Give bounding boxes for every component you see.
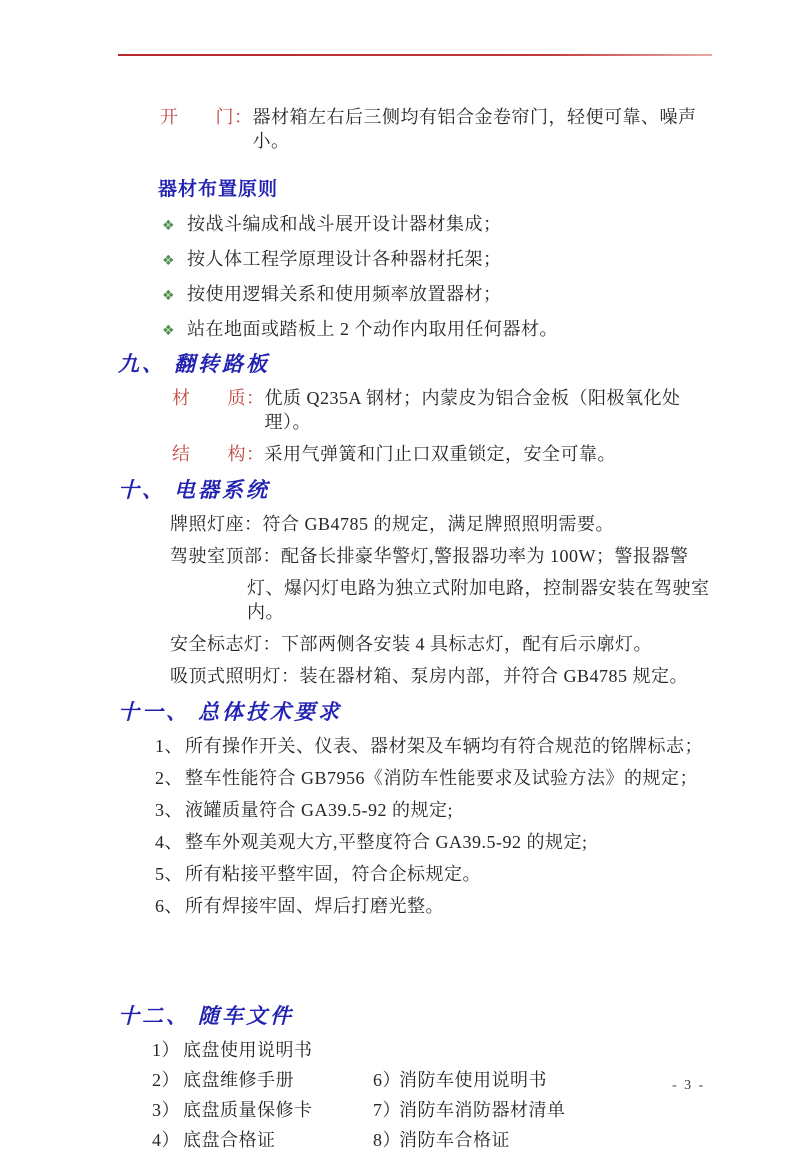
- list-item-number: 4、: [155, 832, 183, 852]
- list-item: [118, 798, 714, 822]
- list-item: [118, 766, 714, 790]
- list-item-number: 1）: [152, 1040, 180, 1060]
- list-item-text: 底盘质量保修卡: [183, 1100, 313, 1120]
- section-title: 随车文件: [198, 1004, 294, 1028]
- document-row: [118, 1128, 714, 1152]
- list-item-number: 3、: [155, 800, 183, 820]
- document-row: [118, 1068, 714, 1092]
- list-item-number: 7）: [373, 1100, 401, 1120]
- open-door-text: 器材箱左右后三侧均有铝合金卷帘门，轻便可靠、噪声小。: [252, 107, 697, 151]
- list-item-text: 按战斗编成和战斗展开设计器材集成；: [187, 214, 502, 234]
- structure-row: [172, 442, 714, 466]
- list-item-text: 站在地面或踏板上 2 个动作内取用任何器材。: [187, 319, 558, 339]
- list-item-text: 消防车使用说明书: [399, 1070, 547, 1090]
- document-cell: [373, 1068, 547, 1092]
- document-row: [118, 1038, 714, 1062]
- structure-label: 结 构：: [172, 444, 265, 464]
- electrical-row: 牌照灯座：符合 GB4785 的规定，满足牌照照明需要。: [170, 514, 615, 534]
- section-heading-12: [118, 1002, 714, 1030]
- page-number: - 3 -: [672, 1078, 706, 1093]
- list-item-number: 2）: [152, 1070, 180, 1090]
- list-item-text: 液罐质量符合 GA39.5-92 的规定;: [185, 800, 453, 820]
- equipment-layout-title: 器材布置原则: [158, 179, 279, 200]
- accompanying-documents-list: [118, 1038, 714, 1152]
- list-item-text: 底盘合格证: [183, 1130, 276, 1150]
- material-row: [172, 386, 714, 434]
- list-item-text: 底盘使用说明书: [183, 1040, 313, 1060]
- list-item: [118, 862, 714, 886]
- section-number: 九、: [118, 352, 166, 376]
- diamond-bullet-icon: ❖: [162, 218, 176, 234]
- list-item-number: 8）: [373, 1130, 401, 1150]
- section-heading-11: [118, 698, 714, 726]
- document-row: [118, 1098, 714, 1122]
- list-item-text: 所有焊接牢固、焊后打磨光整。: [185, 896, 444, 916]
- section-heading-9: [118, 350, 714, 378]
- list-item-number: 5、: [155, 864, 183, 884]
- list-item-number: 6、: [155, 896, 183, 916]
- list-item: [118, 894, 714, 918]
- document-cell: [373, 1098, 566, 1122]
- section-number: 十一、: [118, 700, 190, 724]
- diamond-bullet-icon: ❖: [162, 323, 176, 339]
- list-item-text: 整车性能符合 GB7956《消防车性能要求及试验方法》的规定；: [185, 768, 699, 788]
- document-cell: [152, 1038, 373, 1062]
- list-item-text: 按使用逻辑关系和使用频率放置器材；: [187, 284, 502, 304]
- list-item-text: 消防车合格证: [399, 1130, 510, 1150]
- list-item: [118, 282, 714, 308]
- section-heading-10: [118, 476, 714, 504]
- list-item-number: 6）: [373, 1070, 401, 1090]
- electrical-row: 吸顶式照明灯：装在器材箱、泵房内部，并符合 GB4785 规定。: [170, 666, 689, 686]
- list-item: [118, 317, 714, 343]
- document-cell: [373, 1128, 510, 1152]
- list-item-number: 1、: [155, 736, 183, 756]
- list-item: [118, 247, 714, 273]
- electrical-row: 安全标志灯：下部两侧各安装 4 具标志灯，配有后示廓灯。: [170, 634, 652, 654]
- list-item: [118, 830, 714, 854]
- material-label: 材 质：: [172, 388, 265, 408]
- electrical-row-continuation: 灯、爆闪灯电路为独立式附加电路，控制器安装在驾驶室内。: [247, 578, 710, 622]
- list-item-number: 4）: [152, 1130, 180, 1150]
- diamond-bullet-icon: ❖: [162, 288, 176, 304]
- list-item-text: 所有粘接平整牢固，符合企标规定。: [185, 864, 481, 884]
- section-title: 电器系统: [174, 478, 270, 502]
- section-number: 十、: [118, 478, 166, 502]
- open-door-row: [160, 105, 714, 153]
- list-item-text: 所有操作开关、仪表、器材架及车辆均有符合规范的铭牌标志；: [185, 736, 703, 756]
- page-content: [118, 0, 714, 1152]
- section-title: 总体技术要求: [198, 700, 342, 724]
- equipment-layout-list: [118, 212, 714, 343]
- list-item-text: 按人体工程学原理设计各种器材托架；: [187, 249, 502, 269]
- list-item: [118, 212, 714, 238]
- diamond-bullet-icon: ❖: [162, 253, 176, 269]
- material-text: 优质 Q235A 钢材；内蒙皮为铝合金板（阳极氧化处理）。: [264, 388, 681, 432]
- section-title: 翻转路板: [174, 352, 270, 376]
- list-item-number: 3）: [152, 1100, 180, 1120]
- list-item-number: 2、: [155, 768, 183, 788]
- list-item-text: 整车外观美观大方,平整度符合 GA39.5-92 的规定;: [185, 832, 588, 852]
- list-item-text: 消防车消防器材清单: [399, 1100, 566, 1120]
- document-cell: [152, 1128, 373, 1152]
- structure-text: 采用气弹簧和门止口双重锁定，安全可靠。: [264, 444, 616, 464]
- document-cell: [152, 1068, 373, 1092]
- open-door-label: 开 门：: [160, 107, 253, 127]
- list-item: [118, 734, 714, 758]
- general-requirements-list: [118, 734, 714, 918]
- document-cell: [152, 1098, 373, 1122]
- list-item-text: 底盘维修手册: [183, 1070, 294, 1090]
- section-number: 十二、: [118, 1004, 190, 1028]
- electrical-row: 驾驶室顶部：配备长排豪华警灯,警报器功率为 100W；警报器警: [170, 546, 689, 566]
